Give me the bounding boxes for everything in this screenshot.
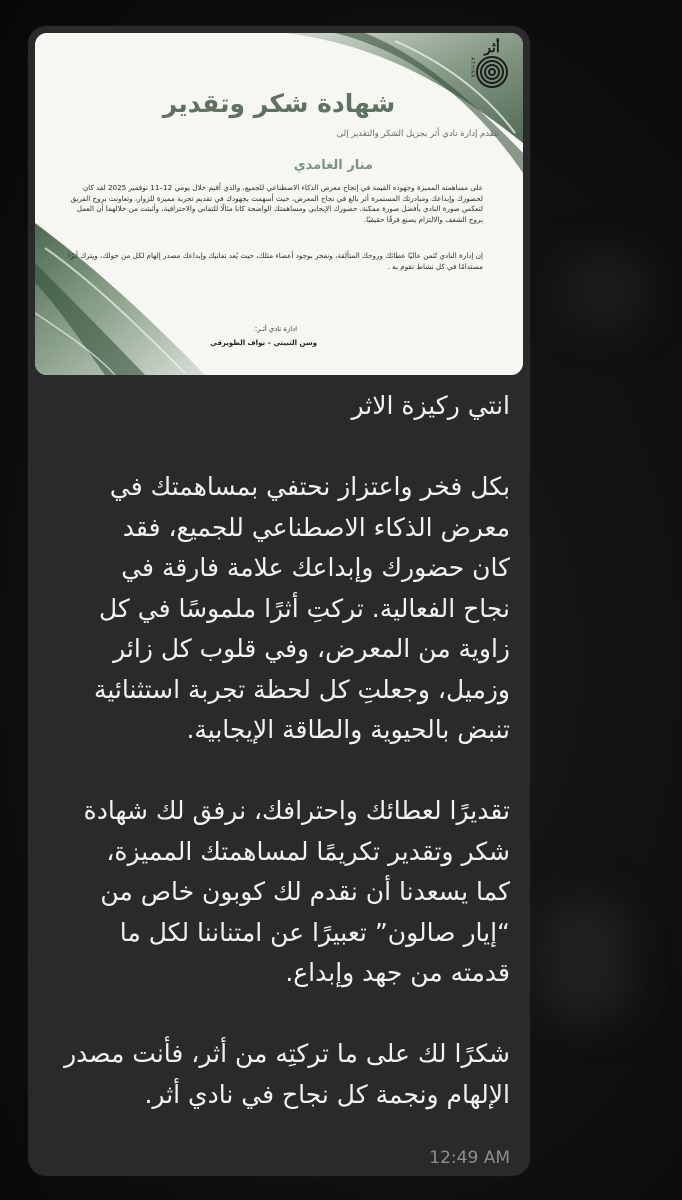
blurred-background-message: [560, 250, 650, 330]
message-line: قدمته من جهد وإبداع.: [285, 958, 510, 987]
fingerprint-icon: [475, 55, 509, 89]
message-line: تنبض بالحيوية والطاقة الإيجابية.: [186, 715, 510, 744]
message-line: بكل فخر واعتزاز نحتفي بمساهمتك في: [109, 472, 510, 501]
message-paragraph: [48, 386, 510, 427]
message-line: كان حضورك وإبداعك علامة فارقة في: [121, 553, 510, 582]
message-bubble[interactable]: [28, 26, 530, 1176]
message-text: [48, 386, 510, 1115]
message-line: شكرًا لك على ما تركتِه من أثر، فأنت مصدر: [64, 1039, 510, 1068]
message-line: وزميل، وجعلتِ كل لحظة تجربة استثنائية: [93, 674, 510, 704]
certificate-signature-names: وسن الثبيتي – نواف الطويرقي: [210, 339, 317, 347]
certificate-subtitle: تتقدم إدارة نادي أثر بجزيل الشكر والتقدير إلى: [336, 129, 499, 139]
message-line: كما يسعدنا أن نقدم لك كوبون خاص من: [100, 877, 510, 906]
message-line: انتي ركيزة الاثر: [351, 391, 510, 420]
logo-word: أثر: [484, 40, 500, 56]
message-timestamp: 12:49 AM: [429, 1148, 510, 1168]
message-line: تقديرًا لعطائك واحترافك، نرفق لك شهادة: [83, 796, 510, 825]
certificate-body-paragraph: إن إدارة النادي تُثمن عاليًا عطائك وروحك المتألقة، ونفخر بوجود أعضاء مثلك، حيث يُعد تفانيك وإبداعك مصدر إلهام لكل من حولك، ويترك أثرًا مستدامًا في كل نشاط تقوم به .: [67, 251, 483, 271]
logo-sub: ATHAR: [469, 57, 475, 79]
message-line: معرض الذكاء الاصطناعي للجميع، فقد: [122, 512, 510, 542]
message-line: شكر وتقدير تكريمًا لمساهمتك المميزة،: [106, 836, 510, 866]
message-paragraph: [48, 1034, 510, 1115]
message-line: “إيار صالون” تعبيرًا عن امتناننا لكل ما: [119, 917, 510, 947]
message-paragraph: [48, 467, 510, 751]
blurred-background-message: [540, 900, 630, 1020]
message-paragraph: [48, 791, 510, 994]
certificate-body-paragraph: على مساهمته المميزة وجهوده القيمة في إنجاح معرض الذكاء الاصطناعي للجميع، والذي أقيم خلال يومي 12–11 نوفمبر 2025 لقد كان لحضورك وإبداعك ومبادرتك المستمرة أثر بالغ في نجاح المعرض، حيث أسهمت بجهودك في تقديم تجربة مميزة للزوار، وتعاونت بروح الفريق لتعكس صورة النادي بأفضل صورة ممكنة. حضورك الإيجابي ومساهمتك الواضحة كانا مثالًا للتفاني والاحترافية، وأثبتت من خلالهما أن العمل بروح الشغف والالتزام يصنع فرقًا حقيقيًا.: [70, 183, 483, 224]
certificate-title: شهادة شكر وتقدير: [162, 89, 396, 118]
message-line: زاوية من المعرض، وفي قلوب كل زائر: [113, 634, 510, 663]
certificate-signature-label: ادارة نادي أثـر:: [254, 325, 297, 333]
certificate-recipient: منار الغامدي: [293, 158, 373, 173]
message-line: الإلهام ونجمة كل نجاح في نادي أثر.: [144, 1079, 510, 1109]
certificate-image-attachment[interactable]: [35, 33, 523, 375]
message-line: نجاح الفعالية. تركتِ أثرًا ملموسًا في كل: [99, 593, 510, 623]
